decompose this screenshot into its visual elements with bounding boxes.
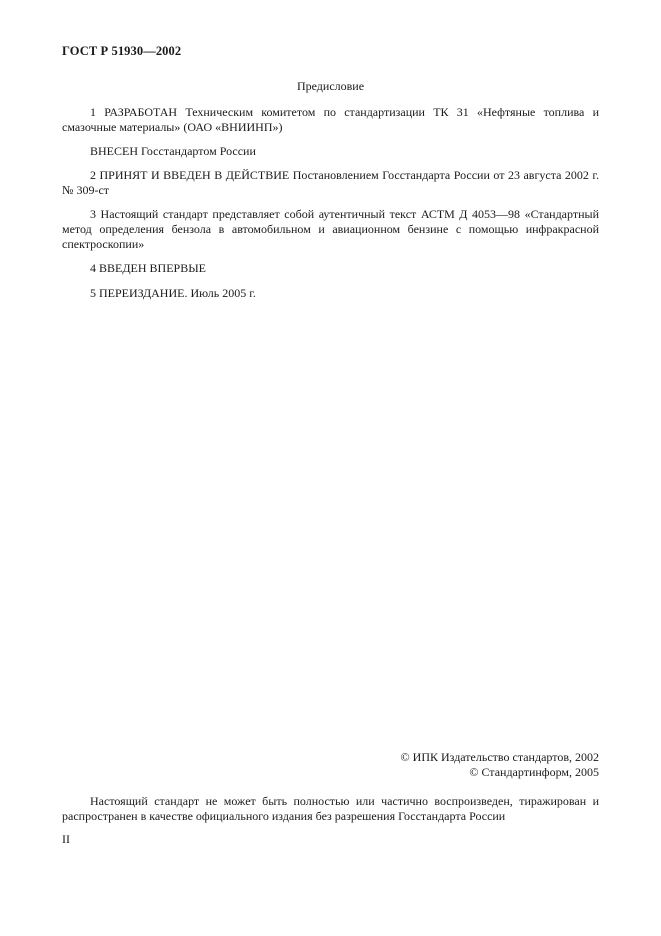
copyright-block [401,750,599,780]
section-title: Предисловие [296,79,365,93]
reproduction-notice: Настоящий стандарт не может быть полностью или частично воспроизведен, тиражирован и распространен в качестве официального издания без разрешения Госстандарта России [62,794,599,823]
paragraph-authentic-text: 3 Настоящий стандарт представляет собой аутентичный текст АСТМ Д 4053—98 «Стандартный метод определения бензола в автомобильном и авиационном бензине с помощью инфракрасной спектроскопии» [62,207,599,251]
paragraph-reissue: 5 ПЕРЕИЗДАНИЕ. Июль 2005 г. [90,286,256,300]
page-number: II [62,832,70,846]
document-code: ГОСТ Р 51930—2002 [62,44,182,58]
paragraph-first-introduced: 4 ВВЕДЕН ВПЕРВЫЕ [90,261,206,275]
paragraph-developed-by: 1 РАЗРАБОТАН Техническим комитетом по стандартизации ТК 31 «Нефтяные топлива и смазочные материалы» (ОАО «ВНИИНП») [62,105,599,134]
paragraph-introduced-by: ВНЕСЕН Госстандартом России [90,144,256,158]
copyright-line: © Стандартинформ, 2005 [469,765,599,779]
paragraph-adopted: 2 ПРИНЯТ И ВВЕДЕН В ДЕЙСТВИЕ Постановлением Госстандарта России от 23 августа 2002 г. № 309-ст [62,168,599,197]
copyright-line: © ИПК Издательство стандартов, 2002 [400,750,599,764]
